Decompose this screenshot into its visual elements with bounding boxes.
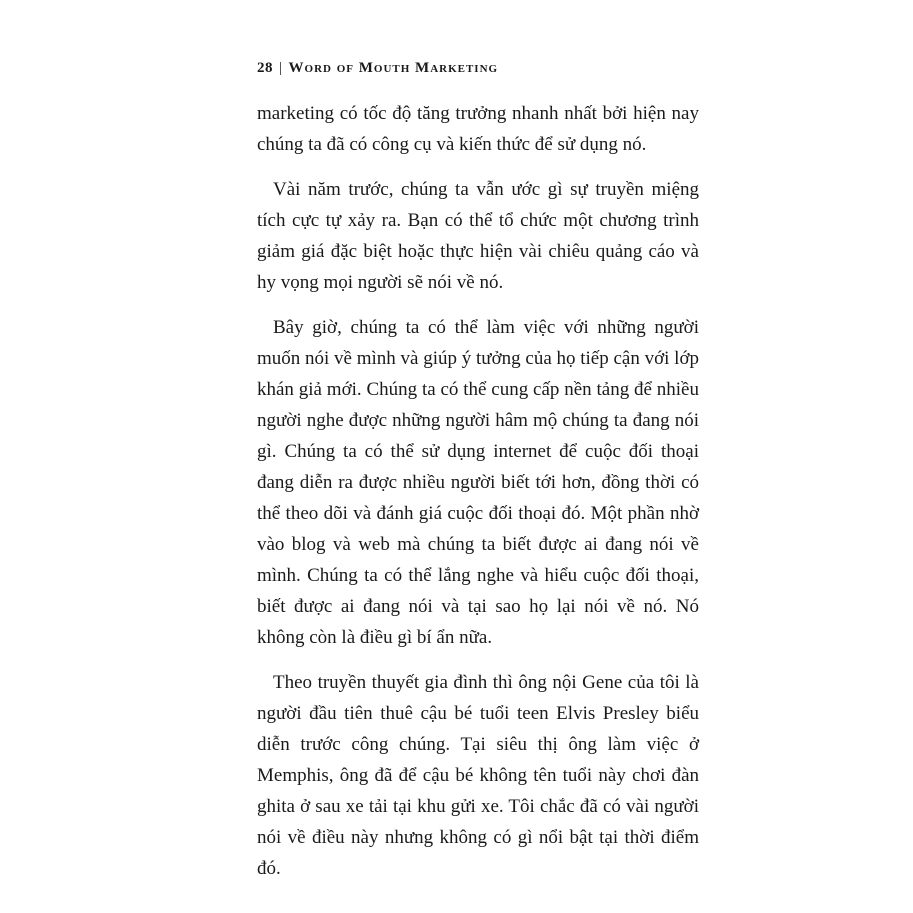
paragraph: Theo truyền thuyết gia đình thì ông nội Gene của tôi là người đầu tiên thuê cậu bé tuổi teen Elvis Presley biểu diễn trước công chúng. Tại siêu thị ông làm việc ở Memphis, ông đã để cậu bé không tên tuổi này chơi đàn ghita ở sau xe tải tại khu gửi xe. Tôi chắc đã có vài người nói về điều này nhưng không có gì nổi bật tại thời điểm đó. (257, 672, 699, 879)
paragraph-continued: marketing có tốc độ tăng trưởng nhanh nhất bởi hiện nay chúng ta đã có công cụ và kiến thức để sử dụng nó. (257, 103, 699, 155)
paragraph: Vài năm trước, chúng ta vẫn ước gì sự truyền miệng tích cực tự xảy ra. Bạn có thể tổ chức một chương trình giảm giá đặc biệt hoặc thực hiện vài chiêu quảng cáo và hy vọng mọi người sẽ nói về nó. (257, 179, 699, 293)
body-text (257, 98, 699, 884)
book-title: Word of Mouth Marketing (288, 60, 499, 76)
book-page (257, 60, 699, 898)
page-number: 28 (257, 60, 273, 76)
header-separator: | (279, 60, 283, 76)
paragraph: Bây giờ, chúng ta có thể làm việc với những người muốn nói về mình và giúp ý tưởng của họ tiếp cận với lớp khán giả mới. Chúng ta có thể cung cấp nền tảng để nhiều người nghe được những người hâm mộ chúng ta đang nói gì. Chúng ta có thể sử dụng internet để cuộc đối thoại đang diễn ra được nhiều người biết tới hơn, đồng thời có thể theo dõi và đánh giá cuộc đối thoại đó. Một phần nhờ vào blog và web mà chúng ta biết được ai đang nói về mình. Chúng ta có thể lắng nghe và hiểu cuộc đối thoại, biết được ai đang nói và tại sao họ lại nói về nó. Nó không còn là điều gì bí ẩn nữa. (257, 317, 700, 648)
running-head (257, 60, 699, 84)
